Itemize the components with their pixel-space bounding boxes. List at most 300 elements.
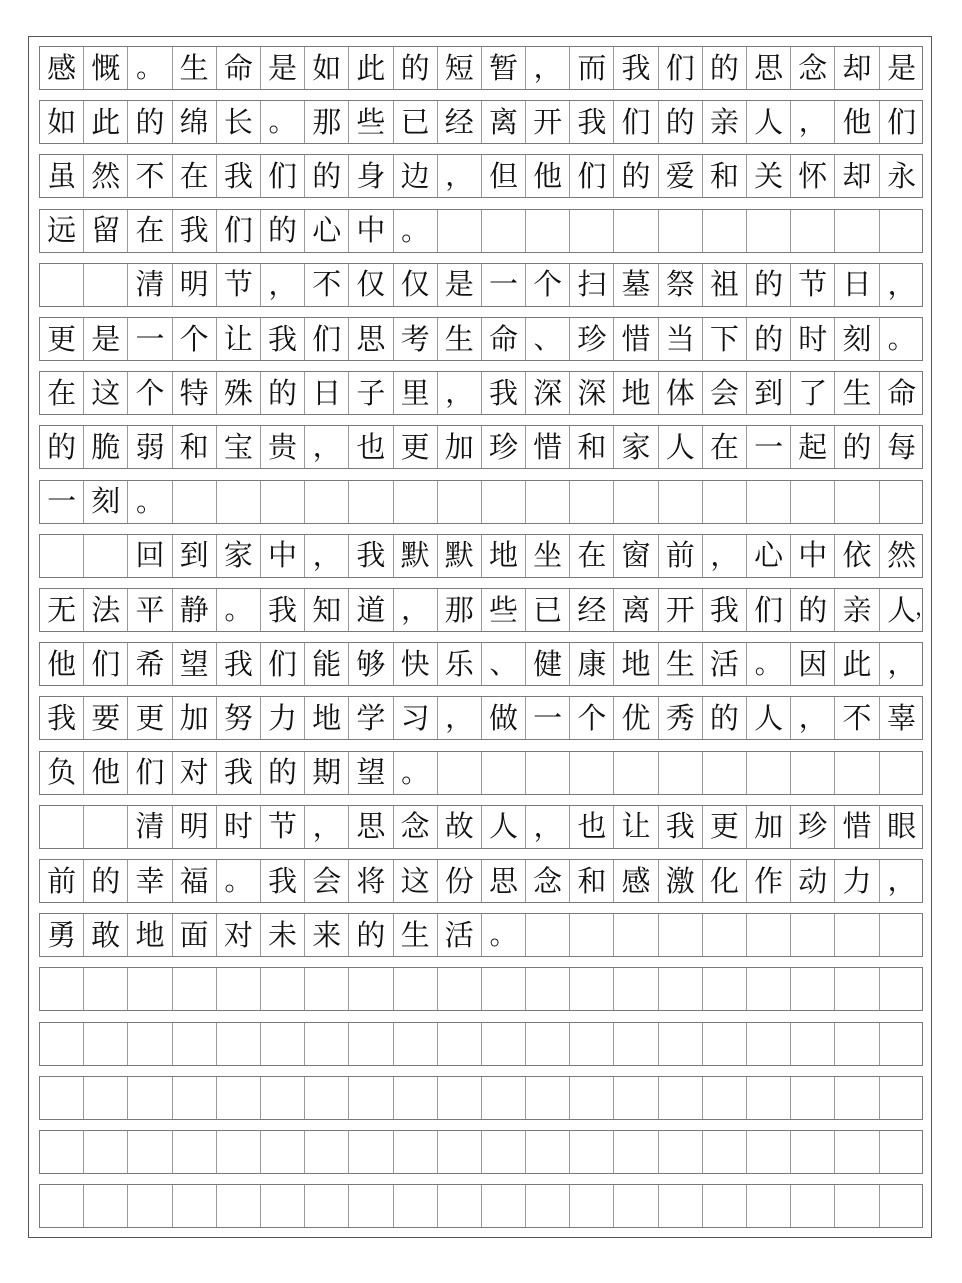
grid-cell: 生 (173, 47, 217, 89)
grid-cell (128, 1077, 172, 1119)
grid-cell: 珍 (482, 426, 526, 468)
grid-cell: 感 (40, 47, 84, 89)
grid-cell: 福 (173, 860, 217, 902)
grid-cell (703, 1077, 747, 1119)
grid-cell: 这 (84, 372, 128, 414)
grid-cell (261, 1185, 305, 1227)
grid-row (39, 46, 923, 90)
grid-cell: 命 (217, 47, 261, 89)
grid-cell (217, 1131, 261, 1173)
grid-cell (84, 264, 128, 306)
grid-cell (173, 481, 217, 523)
grid-cell: 到 (747, 372, 791, 414)
grid-cell: 做 (482, 697, 526, 739)
grid-cell: 人 (659, 426, 703, 468)
grid-cell (40, 806, 84, 848)
grid-cell: 下 (703, 318, 747, 360)
grid-cell (40, 1185, 84, 1227)
grid-cell: 深 (526, 372, 570, 414)
grid-cell: 们 (305, 318, 349, 360)
grid-cell: 将 (349, 860, 393, 902)
grid-cell: ， (394, 589, 438, 631)
grid-cell (261, 481, 305, 523)
grid-cell: 暂 (482, 47, 526, 89)
grid-cell: 清 (128, 264, 172, 306)
grid-cell: 我 (217, 752, 261, 794)
grid-cell: 我 (659, 806, 703, 848)
grid-cell: 在 (570, 535, 614, 577)
grid-cell: 节 (217, 264, 261, 306)
grid-cell: 激 (659, 860, 703, 902)
grid-cell (526, 210, 570, 252)
grid-cell: 依 (835, 535, 879, 577)
grid-cell: 。 (217, 860, 261, 902)
grid-cell: 生 (438, 318, 482, 360)
grid-cell: 离 (482, 101, 526, 143)
grid-cell: 期 (305, 752, 349, 794)
grid-cell (703, 1131, 747, 1173)
grid-cell: 的 (835, 426, 879, 468)
grid-cell (659, 481, 703, 523)
grid-cell (703, 914, 747, 956)
grid-cell: 永 (887, 158, 917, 193)
grid-cell: 更 (40, 318, 84, 360)
grid-cell (84, 1023, 128, 1065)
grid-cell: 平 (128, 589, 172, 631)
grid-cell: 亲 (835, 589, 879, 631)
grid-cell: ， (703, 535, 747, 577)
grid-cell: 中 (261, 535, 305, 577)
grid-cell (482, 481, 526, 523)
grid-cell: 加 (747, 806, 791, 848)
grid-cell: 生 (394, 914, 438, 956)
grid-cell: 家 (217, 535, 261, 577)
grid-cell: 那 (438, 589, 482, 631)
grid-row (39, 859, 923, 903)
grid-cell (659, 752, 703, 794)
grid-cell: 眼 (887, 809, 917, 844)
grid-cell: 敢 (84, 914, 128, 956)
grid-cell (791, 481, 835, 523)
grid-cell (835, 1023, 879, 1065)
grid-cell (217, 968, 261, 1010)
grid-cell: 。 (128, 481, 172, 523)
grid-cell (349, 1023, 393, 1065)
grid-cell (173, 1023, 217, 1065)
grid-cell (128, 1131, 172, 1173)
grid-cell (482, 1023, 526, 1065)
grid-cell: ， (438, 697, 482, 739)
grid-row (39, 1184, 923, 1228)
grid-cell: 无 (40, 589, 84, 631)
grid-cell: 考 (394, 318, 438, 360)
grid-cell (880, 1077, 924, 1119)
grid-cell: 仅 (349, 264, 393, 306)
grid-cell (791, 1131, 835, 1173)
grid-cell: 却 (835, 155, 879, 197)
grid-cell: 。 (217, 589, 261, 631)
grid-cell (791, 752, 835, 794)
grid-cell: 们 (128, 752, 172, 794)
grid-cell (791, 914, 835, 956)
grid-cell (880, 1023, 924, 1065)
grid-cell: 们 (261, 155, 305, 197)
grid-cell (835, 210, 879, 252)
grid-cell: 的 (261, 752, 305, 794)
grid-cell: 和 (173, 426, 217, 468)
grid-row (39, 1076, 923, 1120)
grid-cell: ， (887, 267, 916, 301)
grid-cell: 思 (482, 860, 526, 902)
grid-cell: 开 (526, 101, 570, 143)
grid-cell (880, 752, 924, 794)
grid-cell (570, 752, 614, 794)
grid-cell (173, 1077, 217, 1119)
grid-cell: 念 (526, 860, 570, 902)
grid-cell: 深 (570, 372, 614, 414)
grid-cell (835, 914, 879, 956)
grid-cell: 如 (305, 47, 349, 89)
grid-cell: 家 (614, 426, 658, 468)
grid-cell (128, 1185, 172, 1227)
grid-cell (261, 1023, 305, 1065)
grid-cell: 的 (703, 697, 747, 739)
grid-cell: 努 (217, 697, 261, 739)
grid-cell: ， (887, 647, 916, 681)
grid-cell (570, 1023, 614, 1065)
grid-cell: 贵 (261, 426, 305, 468)
grid-cell: 我 (217, 643, 261, 685)
grid-cell: 如 (40, 101, 84, 143)
grid-cell (84, 535, 128, 577)
grid-cell: 刻 (835, 318, 879, 360)
grid-cell: 节 (791, 264, 835, 306)
grid-cell: 要 (84, 697, 128, 739)
grid-cell: 的 (394, 47, 438, 89)
grid-row (39, 534, 923, 578)
grid-cell: 化 (703, 860, 747, 902)
grid-cell (84, 1131, 128, 1173)
grid-cell: 人 (482, 806, 526, 848)
grid-cell (349, 968, 393, 1010)
grid-cell (570, 1185, 614, 1227)
grid-cell: 殊 (217, 372, 261, 414)
grid-cell: 生 (835, 372, 879, 414)
grid-cell: 们 (261, 643, 305, 685)
grid-cell: 人 (887, 592, 917, 627)
grid-cell (526, 914, 570, 956)
grid-cell (747, 1185, 791, 1227)
grid-cell: 是 (438, 264, 482, 306)
grid-cell: ， (526, 47, 570, 89)
grid-cell (305, 1185, 349, 1227)
grid-cell: 动 (791, 860, 835, 902)
grid-cell: 中 (349, 210, 393, 252)
grid-cell (526, 1185, 570, 1227)
grid-cell (614, 1185, 658, 1227)
grid-cell (173, 968, 217, 1010)
grid-cell: 个 (526, 264, 570, 306)
grid-cell: 知 (305, 589, 349, 631)
grid-cell: 珍 (570, 318, 614, 360)
grid-cell (880, 1131, 924, 1173)
grid-row (39, 1130, 923, 1174)
grid-cell: 子 (349, 372, 393, 414)
grid-row (39, 317, 923, 361)
grid-cell: 。 (394, 752, 438, 794)
grid-cell: 让 (217, 318, 261, 360)
grid-cell (703, 752, 747, 794)
grid-cell (526, 1023, 570, 1065)
grid-cell: 惜 (526, 426, 570, 468)
grid-cell: 祭 (659, 264, 703, 306)
grid-cell: 此 (349, 47, 393, 89)
grid-cell: 是 (84, 318, 128, 360)
grid-cell (128, 968, 172, 1010)
grid-row (39, 154, 923, 198)
grid-cell (880, 914, 924, 956)
grid-cell: 思 (349, 318, 393, 360)
grid-cell: 。 (747, 643, 791, 685)
grid-cell: 思 (349, 806, 393, 848)
grid-cell: 中 (791, 535, 835, 577)
grid-cell (40, 535, 84, 577)
grid-cell: 却 (835, 47, 879, 89)
grid-cell: 的 (791, 589, 835, 631)
grid-cell: 的 (703, 47, 747, 89)
grid-cell (305, 481, 349, 523)
grid-cell: 勇 (40, 914, 84, 956)
grid-cell: 。 (887, 322, 916, 355)
grid-cell (747, 1023, 791, 1065)
grid-cell: 时 (791, 318, 835, 360)
grid-cell (570, 481, 614, 523)
grid-cell (261, 1077, 305, 1119)
grid-cell: 念 (791, 47, 835, 89)
grid-row (39, 263, 923, 307)
grid-cell: 了 (791, 372, 835, 414)
grid-cell: 他 (40, 643, 84, 685)
grid-cell (614, 1023, 658, 1065)
grid-cell: ， (791, 101, 835, 143)
grid-cell: 窗 (614, 535, 658, 577)
grid-cell: 的 (40, 426, 84, 468)
grid-cell: 命 (887, 375, 917, 410)
grid-cell: 命 (482, 318, 526, 360)
grid-cell: 的 (349, 914, 393, 956)
grid-cell: 在 (703, 426, 747, 468)
grid-row (39, 209, 923, 253)
grid-cell: 们 (570, 155, 614, 197)
grid-cell (482, 210, 526, 252)
grid-cell (659, 1185, 703, 1227)
grid-cell: 心 (747, 535, 791, 577)
grid-cell (438, 1077, 482, 1119)
grid-cell (570, 1131, 614, 1173)
grid-cell: 望 (349, 752, 393, 794)
grid-cell: 更 (703, 806, 747, 848)
grid-cell (835, 1131, 879, 1173)
grid-cell: 未 (261, 914, 305, 956)
grid-cell: 。 (394, 210, 438, 252)
grid-cell: 幸 (128, 860, 172, 902)
grid-cell (835, 481, 879, 523)
grid-cell (40, 1131, 84, 1173)
grid-cell: 我 (40, 697, 84, 739)
grid-cell (747, 210, 791, 252)
grid-cell: 些 (349, 101, 393, 143)
grid-cell: 一 (482, 264, 526, 306)
grid-cell: 慨 (84, 47, 128, 89)
grid-cell: 亲 (703, 101, 747, 143)
grid-cell (394, 1131, 438, 1173)
grid-cell (526, 1131, 570, 1173)
grid-cell (394, 1185, 438, 1227)
grid-cell (614, 481, 658, 523)
grid-cell (305, 1077, 349, 1119)
grid-cell: 乐 (438, 643, 482, 685)
grid-cell: ， (438, 372, 482, 414)
grid-cell: 会 (305, 860, 349, 902)
grid-cell: 我 (217, 155, 261, 197)
grid-cell: 个 (570, 697, 614, 739)
grid-cell: 也 (349, 426, 393, 468)
grid-cell: 扫 (570, 264, 614, 306)
grid-cell: 感 (614, 860, 658, 902)
grid-cell (482, 1077, 526, 1119)
grid-cell: 更 (128, 697, 172, 739)
grid-cell: 人 (747, 101, 791, 143)
grid-cell (880, 968, 924, 1010)
grid-cell: 已 (526, 589, 570, 631)
grid-cell: 他 (835, 101, 879, 143)
grid-cell (570, 914, 614, 956)
grid-cell: 辜 (887, 700, 917, 735)
composition-paper (28, 36, 938, 1238)
grid-cell: ， (791, 697, 835, 739)
grid-cell (659, 1077, 703, 1119)
grid-cell (570, 1077, 614, 1119)
grid-cell (84, 1185, 128, 1227)
grid-cell (438, 752, 482, 794)
grid-cell: 爱 (659, 155, 703, 197)
grid-row (39, 1022, 923, 1066)
grid-cell (349, 481, 393, 523)
grid-cell (659, 210, 703, 252)
grid-row (39, 100, 923, 144)
grid-cell: 学 (349, 697, 393, 739)
grid-row (39, 371, 923, 415)
grid-cell: ， (305, 535, 349, 577)
grid-cell: 一 (128, 318, 172, 360)
grid-cell: 时 (217, 806, 261, 848)
grid-cell (217, 1185, 261, 1227)
grid-cell (349, 1077, 393, 1119)
grid-cell: 们 (659, 47, 703, 89)
grid-cell (659, 1023, 703, 1065)
grid-cell: ， (305, 426, 349, 468)
grid-cell: 我 (482, 372, 526, 414)
grid-cell: 默 (438, 535, 482, 577)
grid-cell: 那 (305, 101, 349, 143)
grid-cell: 康 (570, 643, 614, 685)
grid-cell: 够 (349, 643, 393, 685)
grid-cell: 开 (659, 589, 703, 631)
grid-cell: 加 (173, 697, 217, 739)
grid-cell: 日 (305, 372, 349, 414)
grid-cell (614, 752, 658, 794)
grid-cell: 当 (659, 318, 703, 360)
grid-cell: 们 (747, 589, 791, 631)
grid-row (39, 588, 923, 632)
grid-row (39, 642, 923, 686)
grid-cell (703, 210, 747, 252)
grid-cell: 但 (482, 155, 526, 197)
grid-cell (747, 968, 791, 1010)
grid-cell: 的 (261, 372, 305, 414)
grid-cell (438, 481, 482, 523)
grid-cell: 面 (173, 914, 217, 956)
grid-cell: 关 (747, 155, 791, 197)
grid-cell: 是 (887, 50, 917, 85)
grid-cell: 到 (173, 535, 217, 577)
grid-cell (438, 1023, 482, 1065)
grid-cell: 节 (261, 806, 305, 848)
grid-cell (659, 1131, 703, 1173)
grid-cell: 在 (40, 372, 84, 414)
grid-cell: 不 (305, 264, 349, 306)
grid-cell: 来 (305, 914, 349, 956)
grid-cell (747, 752, 791, 794)
grid-cell: 脆 (84, 426, 128, 468)
grid-cell: 故 (438, 806, 482, 848)
grid-cell (791, 1023, 835, 1065)
grid-cell: 不 (128, 155, 172, 197)
grid-cell (835, 752, 879, 794)
grid-cell: 然 (84, 155, 128, 197)
grid-cell: 对 (173, 752, 217, 794)
grid-cell: 每 (887, 429, 917, 464)
grid-cell: ， (526, 806, 570, 848)
grid-cell: 珍 (791, 806, 835, 848)
grid-cell: 念 (394, 806, 438, 848)
grid-cell (703, 1185, 747, 1227)
grid-cell: ， (438, 155, 482, 197)
grid-cell (394, 1077, 438, 1119)
grid-cell: 和 (570, 426, 614, 468)
grid-cell: 地 (305, 697, 349, 739)
grid-cell (614, 968, 658, 1010)
grid-cell (305, 968, 349, 1010)
grid-cell (261, 1131, 305, 1173)
grid-cell: 负 (40, 752, 84, 794)
grid-row (39, 751, 923, 795)
grid-cell (835, 1077, 879, 1119)
grid-cell (659, 914, 703, 956)
grid-cell (84, 1077, 128, 1119)
grid-cell (84, 968, 128, 1010)
grid-cell (703, 1023, 747, 1065)
grid-cell: 法 (84, 589, 128, 631)
grid-cell (614, 210, 658, 252)
grid-cell: 我 (261, 318, 305, 360)
grid-cell: 对 (217, 914, 261, 956)
grid-cell: 习 (394, 697, 438, 739)
grid-cell: 人 (747, 697, 791, 739)
grid-cell: 是 (261, 47, 305, 89)
grid-cell: 已 (394, 101, 438, 143)
grid-cell (703, 481, 747, 523)
